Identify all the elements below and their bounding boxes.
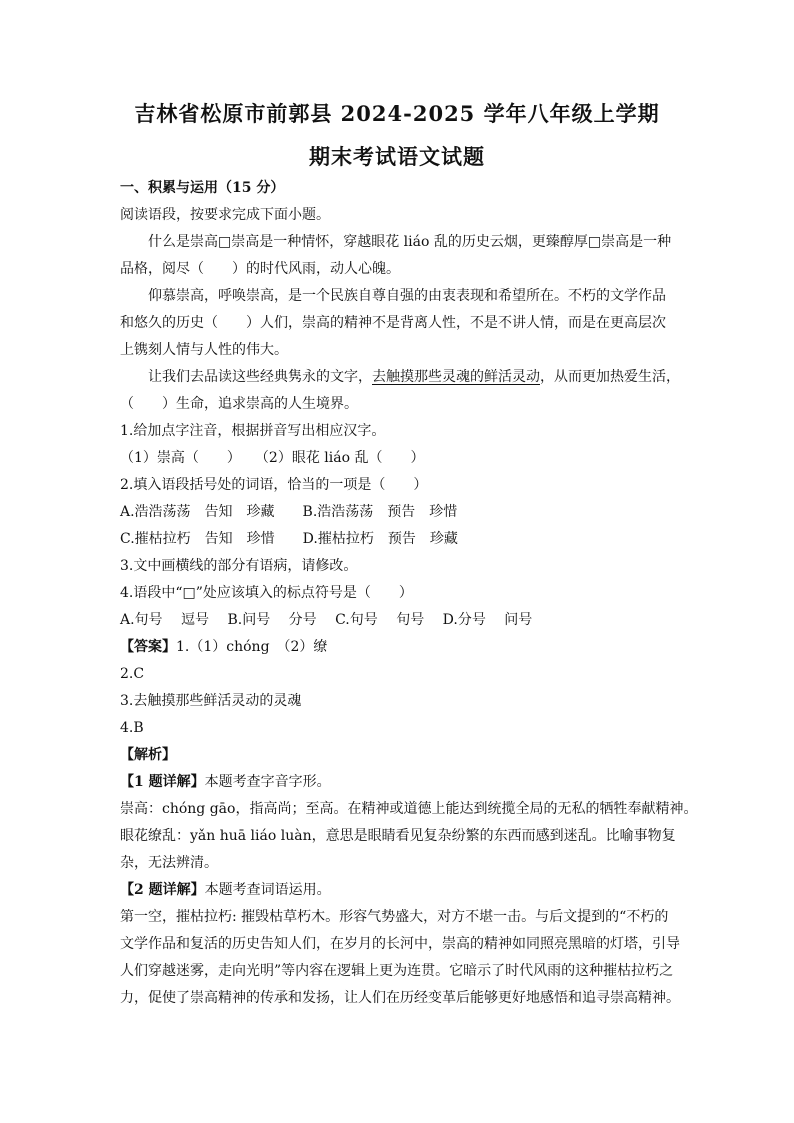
passage-p2-line3: 上镌刻人情与人性的伟大。 [120,342,288,358]
analysis-label: 【解析】 [120,747,176,763]
passage-p2-line2: 和悠久的历史（ ）人们，崇高的精神不是背离人性，不是不讲人情，而是在更高层次 [120,315,666,331]
underlined-sentence: 去触摸那些灵魂的鲜活灵动 [372,369,540,385]
passage-p2-line1: 仰慕崇高，呼唤崇高，是一个民族自尊自强的由衷表现和希望所在。不朽的文学作品 [148,288,666,304]
page-title-line2: 期末考试语文试题 [309,144,485,169]
answer-4: 4.B [120,720,144,736]
passage-p3-line1 [148,367,708,387]
detail-2-line1: 第一空，摧枯拉朽: 摧毁枯草朽木。形容气势盛大，对方不堪一击。与后文提到的“不朽的 [120,909,669,925]
detail-2-label: 【2 题详解】 [120,882,205,898]
passage-p3-pre: 让我们去品读这些经典隽永的文字， [148,369,372,385]
detail-2-line2: 文学作品和复活的历史告知人们，在岁月的长河中，崇高的精神如同照亮黑暗的灯塔，引导 [120,936,680,952]
page-title-line1: 吉林省松原市前郭县 2024-2025 学年八年级上学期 [134,101,660,126]
passage-p3-post: ，从而更加热爱生活， [540,369,680,385]
answer-label: 【答案】 [120,639,176,655]
detail-1-text: 本题考查字音字形。 [204,774,331,790]
passage-p1-line1: 什么是崇高□崇高是一种情怀，穿越眼花 liáo 乱的历史云烟，更臻醇厚□崇高是一种 [148,234,672,250]
question-4-options: A.句号 逗号 B.问号 分号 C.句号 句号 D.分号 问号 [120,612,533,628]
passage-p3-line2: （ ）生命，追求崇高的人生境界。 [120,396,358,412]
answer-1: 1.（1）chóng （2）缭 [176,639,328,655]
detail-2-line4: 力，促使了崇高精神的传承和发扬，让人们在历经变革后能够更好地感悟和追寻崇高精神。 [120,990,680,1006]
instruction-text: 阅读语段，按要求完成下面小题。 [120,207,330,223]
question-3: 3.文中画横线的部分有语病，请修改。 [120,558,358,574]
detail-2-heading [120,880,680,900]
detail-2-text: 本题考查词语运用。 [204,882,331,898]
detail-1-line3: 杂，无法辨清。 [120,855,218,871]
detail-1-label: 【1 题详解】 [120,774,205,790]
answer-line-1 [120,637,680,657]
detail-1-line2: 眼花缭乱：yǎn huā liáo luàn，意思是眼睛看见复杂纷繁的东西而感到迷乱。比喻事物复 [120,828,676,844]
detail-2-line3: 人们穿越迷雾，走向光明”等内容在逻辑上更为连贯。它暗示了时代风雨的这种摧枯拉朽之 [120,963,674,979]
question-1: 1.给加点字注音，根据拼音写出相应汉字。 [120,423,386,439]
question-2: 2.填入语段括号处的词语，恰当的一项是（ ） [120,477,428,493]
detail-1-heading [120,772,680,792]
passage-p1-line2: 品格，阅尽（ ）的时代风雨，动人心魄。 [120,261,400,277]
question-2-options-cd: C.摧枯拉朽 告知 珍惜 D.摧枯拉朽 预告 珍藏 [120,531,458,547]
detail-1-line1: 崇高：chóng gāo，指高尚；至高。在精神或道德上能达到统揽全局的无私的牺牲奉献精神。 [120,801,698,817]
question-2-options-ab: A.浩浩荡荡 告知 珍藏 B.浩浩荡荡 预告 珍惜 [120,504,458,520]
section-heading: 一、积累与运用（15 分） [120,180,285,196]
question-4: 4.语段中“□”处应该填入的标点符号是（ ） [120,585,413,601]
answer-3: 3.去触摸那些鲜活灵动的灵魂 [120,693,302,709]
answer-2: 2.C [120,666,145,682]
question-1-items: （1）崇高（ ） （2）眼花 liáo 乱（ ） [120,450,425,466]
